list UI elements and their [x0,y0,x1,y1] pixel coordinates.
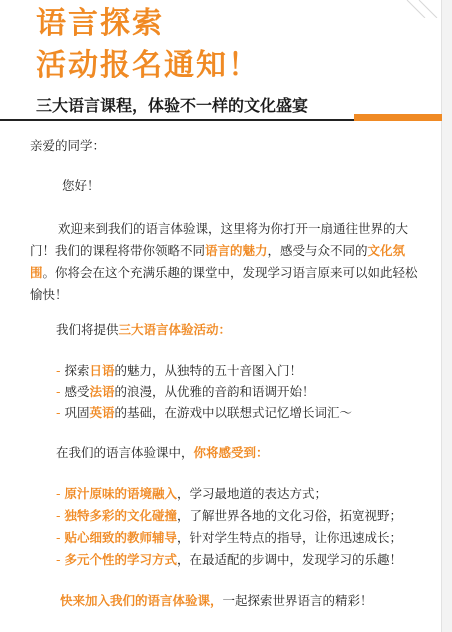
offer-line [56,319,452,341]
salutation: 亲爱的同学： [30,138,106,153]
benefit-highlight: 原汁原味的语境融入 [64,486,177,501]
offer-text: 我们将提供 [56,322,119,337]
activity-highlight: 法语 [89,384,115,399]
offer-highlight: 三大语言体验活动： [118,322,232,337]
intro-text-3: 。你将会在这个充满乐趣的课堂中，发现学习语言原来可以如此轻松愉快！ [30,265,418,302]
activity-highlight: 英语 [89,405,115,420]
title-line-1: 语言探索 [36,6,164,41]
dash: - [56,530,65,545]
intro-highlight-language-charm: 语言的魅力 [205,243,268,258]
intro-paragraph [30,218,428,306]
intro-highlight-culture: 文化氛围 [30,243,406,280]
activity-item [56,360,452,382]
benefit-text: ，了解世界各地的文化习俗，拓宽视野； [177,508,403,523]
benefit-item [56,483,452,505]
benefit-highlight: 独特多彩的文化碰撞 [64,508,177,523]
subtitle: 三大语言课程，体验不一样的文化盛宴 [36,96,309,115]
title-line-2: 活动报名通知！ [36,48,260,83]
dash: - [56,508,65,523]
benefit-text: ，针对学生特点的指导，让你迅速成长； [177,530,403,545]
dash: - [56,552,65,567]
activity-text: 巩固 [64,405,90,420]
benefit-text: ，在最适配的步调中，发现学习的乐趣！ [177,552,403,567]
benefit-highlight: 贴心细致的教师辅导 [64,530,177,545]
activity-text: 的基础，在游戏中以联想式记忆增长词汇～ [114,405,353,420]
dash: - [56,486,65,501]
page-corner-decoration [401,0,441,18]
benefit-text: ，学习最地道的表达方式； [177,486,328,501]
benefit-item [56,505,452,527]
dash: - [56,363,65,378]
activity-item [56,381,452,403]
activity-text: 探索 [64,363,90,378]
activity-highlight: 日语 [89,363,115,378]
activity-text: 的浪漫，从优雅的音韵和语调开始！ [114,384,315,399]
closing-line [60,590,452,612]
subtitle-accent-bar [354,114,442,121]
activity-item [56,402,452,424]
closing-text: 一起探索世界语言的精彩！ [222,593,373,608]
activity-text: 的魅力，从独特的五十音图入门！ [114,363,303,378]
feel-highlight: 你将感受到： [193,445,269,460]
activity-text: 感受 [64,384,90,399]
feel-line [56,442,452,464]
greeting: 您好！ [62,178,100,193]
feel-text: 在我们的语言体验课中， [56,445,194,460]
dash: - [56,384,65,399]
intro-text-1: 欢迎来到我们的语言体验课，这里将为你打开一扇通往世界的大门！我们的课程将带你领略不同 [30,221,409,258]
intro-text-2: ，感受与众不同的 [267,243,368,258]
benefit-highlight: 多元个性的学习方式 [64,552,177,567]
dash: - [56,405,65,420]
benefit-item [56,527,452,549]
closing-highlight: 快来加入我们的语言体验课， [60,593,223,608]
benefit-item [56,549,452,571]
